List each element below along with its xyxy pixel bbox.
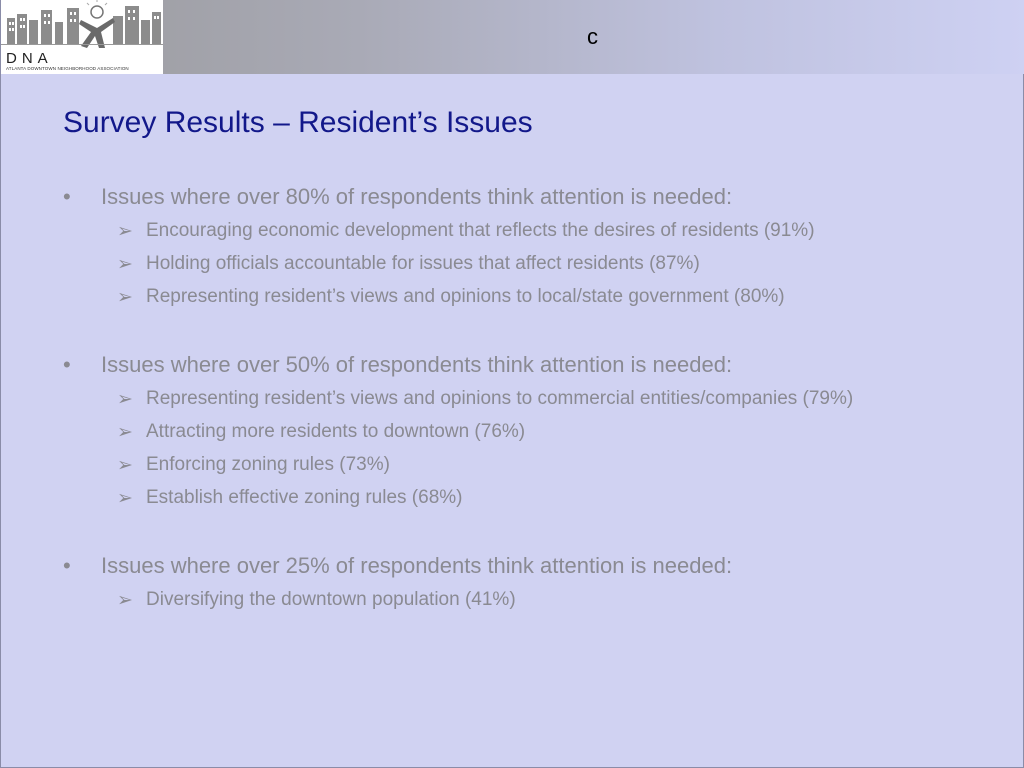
sub-bullet-text: Diversifying the downtown population (41%) xyxy=(146,589,516,610)
bullet-text: Issues where over 80% of respondents think attention is needed: xyxy=(101,184,733,209)
sub-bullet-text: Encouraging economic development that reflects the desires of residents (91%) xyxy=(146,220,815,241)
sub-bullet-text: Representing resident’s views and opinions to local/state government (80%) xyxy=(146,286,785,307)
bullet-dot-icon: • xyxy=(63,553,71,578)
sub-bullet-text: Attracting more residents to downtown (76%) xyxy=(146,421,526,442)
logo-subtitle: ATLANTA DOWNTOWN NEIGHBORHOOD ASSOCIATION xyxy=(6,66,129,71)
arrow-bullet-icon: ➢ xyxy=(117,455,133,476)
arrow-bullet-icon: ➢ xyxy=(117,221,133,242)
sub-bullet-text: Enforcing zoning rules (73%) xyxy=(146,454,390,475)
header-corner-text: c xyxy=(587,24,598,49)
sub-bullet-text: Holding officials accountable for issues that affect residents (87%) xyxy=(146,253,700,274)
arrow-bullet-icon: ➢ xyxy=(117,422,133,443)
sub-bullet-text: Establish effective zoning rules (68%) xyxy=(146,487,463,508)
arrow-bullet-icon: ➢ xyxy=(117,389,133,410)
slide-title: Survey Results – Resident’s Issues xyxy=(63,106,533,139)
arrow-bullet-icon: ➢ xyxy=(117,488,133,509)
dna-logo xyxy=(1,0,163,74)
sub-bullet-text: Representing resident’s views and opinions to commercial entities/companies (79%) xyxy=(146,388,854,409)
bullet-dot-icon: • xyxy=(63,352,71,377)
bullet-text: Issues where over 50% of respondents think attention is needed: xyxy=(101,352,733,377)
bullet-dot-icon: • xyxy=(63,184,71,209)
header-band xyxy=(1,0,1024,74)
logo-mark: DNA xyxy=(6,50,53,67)
arrow-bullet-icon: ➢ xyxy=(117,287,133,308)
arrow-bullet-icon: ➢ xyxy=(117,254,133,275)
bullet-text: Issues where over 25% of respondents think attention is needed: xyxy=(101,553,733,578)
arrow-bullet-icon: ➢ xyxy=(117,590,133,611)
